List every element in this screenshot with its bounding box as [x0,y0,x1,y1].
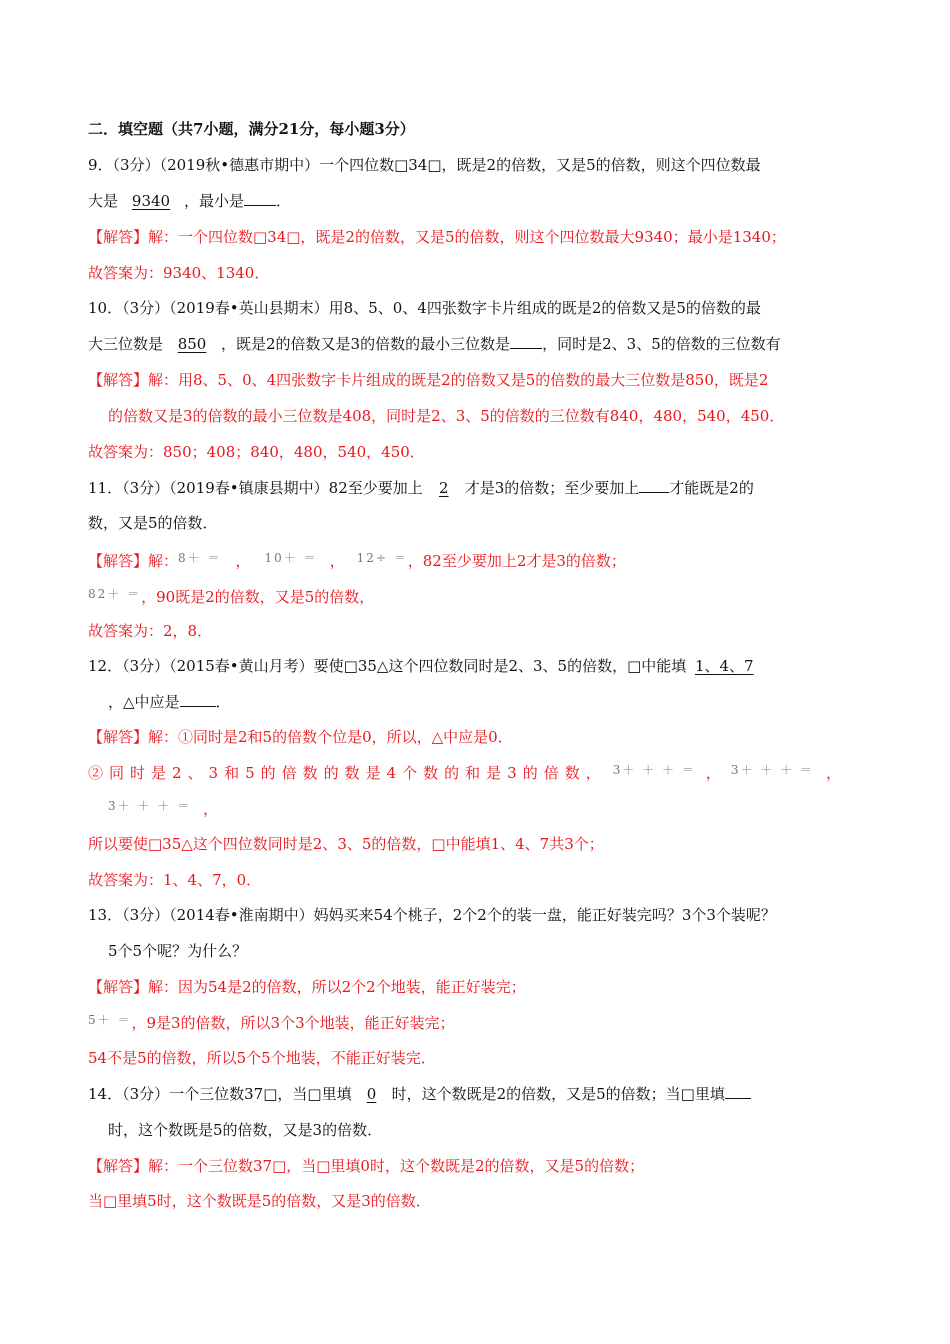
q11-solution-1: 【解答】解：$^{8+ =}$ ， $^{10+ =}$ ， $^{12\div =}$，82至少要加上2才是3的倍数； [88,551,626,570]
q13-line2: 5个5个呢？为什么？ [108,942,248,960]
q12-blank-2 [180,692,216,707]
q13-solution-1: 【解答】解：因为54是2的倍数，所以2个2个地装，能正好装完； [88,978,526,996]
q10-solution-1: 【解答】解：用8、5、0、4四张数字卡片组成的既是2的倍数又是5的倍数的最大三位数是850，既是2 [88,371,769,389]
q13-solution-2: $^{5+ =}$，9是3的倍数，所以3个3个地装，能正好装完； [88,1013,455,1032]
q12-formula-3: 3＋ ＋ ＋ ＝ [108,799,192,813]
q11-formula-4: 82＋ ＝ [88,587,142,601]
q12-formula-1: 3＋ ＋ ＋ ＝ [612,763,696,777]
q9-line1: 9．（3分）（2019秋•德惠市期中）一个四位数□34□，既是2的倍数，又是5的倍数，则这个四位数最 [88,156,761,174]
q9-solution: 【解答】解：一个四位数□34□，既是2的倍数，又是5的倍数，则这个四位数最大9340；最小是1340； [88,228,786,246]
q9-blank-2 [244,191,276,206]
q9-answer-1: 9340 [131,192,171,210]
q10-blank-2 [510,334,542,349]
q12-answer-1: 1、4、7 [694,657,754,675]
q11-blank-2 [639,478,669,493]
q12-solution-4: 所以要使□35△这个四位数同时是2、3、5的倍数，□中能填1、4、7共3个； [88,835,604,853]
q9-line2: 大是 9340 ，最小是 ． [88,192,292,210]
q11-line2: 数，又是5的倍数． [88,514,218,532]
q10-final-answer: 故答案为：850；408；840，480，540，450． [88,443,425,461]
q10-line2: 大三位数是 850 ，既是2的倍数又是3的倍数的最小三位数是 ，同时是2、3、5的倍数的三位数有 [88,335,781,353]
q14-answer-1: 0 [366,1085,377,1103]
q11-formula-2: 10＋ ＝ [264,551,318,565]
q12-solution-3: $^{3+ + + =}$ ， [108,799,219,818]
q11-line1: 11．（3分）（2019春•镇康县期中）82至少要加上 2 才是3的倍数；至少要加上 才能既是2的 [88,479,754,497]
q12-solution-2: ②同时是2、3和5的倍数的数是4个数的和是3的倍数， $^{3+ + + =}$ ， $^{3+ + + =}$ ， [88,763,841,782]
section-title: 二．填空题（共7小题，满分21分，每小题3分） [88,120,415,138]
q12-line1: 12．（3分）（2015春•黄山月考）要使□35△这个四位数同时是2、3、5的倍数，□中能填 1、4、7 [88,656,762,676]
q13-solution-3: 54不是5的倍数，所以5个5个地装，不能正好装完． [88,1049,436,1067]
q10-line1: 10．（3分）（2019春•英山县期末）用8、5、0、4四张数字卡片组成的既是2的倍数又是5的倍数的最 [88,299,761,317]
q13-formula-1: 5＋ ＝ [88,1013,132,1027]
q11-final-answer: 故答案为：2，8． [88,622,213,640]
q10-answer-1: 850 [177,335,207,353]
q14-blank-2 [725,1084,751,1099]
q14-solution-1: 【解答】解：一个三位数37□，当□里填0时，这个数既是2的倍数，又是5的倍数； [88,1157,645,1175]
q9-final-answer: 故答案为：9340、1340． [88,264,270,282]
q11-answer-1: 2 [438,479,449,497]
q11-formula-1: 8＋ ＝ [178,551,222,565]
q14-solution-2: 当□里填5时，这个数既是5的倍数，又是3的倍数． [88,1192,431,1210]
q14-line2: 时，这个数既是5的倍数，又是3的倍数． [108,1121,383,1139]
q14-line1: 14．（3分）一个三位数37□，当□里填 0 时，这个数既是2的倍数，又是5的倍数；当□里填 [88,1084,751,1104]
q13-line1: 13．（3分）（2014春•淮南期中）妈妈买来54个桃子，2个2个的装一盘，能正好装完吗？3个3个装呢？ [88,906,776,924]
q11-formula-3: 12÷ ＝ [356,551,408,565]
q12-final-answer: 故答案为：1、4、7，0． [88,871,262,889]
q12-formula-2: 3＋ ＋ ＋ ＝ [730,763,814,777]
q11-solution-2: $^{82+ =}$，90既是2的倍数，又是5的倍数， [88,587,375,606]
q10-solution-2: 的倍数又是3的倍数的最小三位数是408，同时是2、3、5的倍数的三位数有840，480，540，450． [108,407,785,425]
q12-line2: ，△中应是 ． [108,693,231,711]
q12-solution-1: 【解答】解：①同时是2和5的倍数个位是0，所以，△中应是0． [88,728,513,746]
